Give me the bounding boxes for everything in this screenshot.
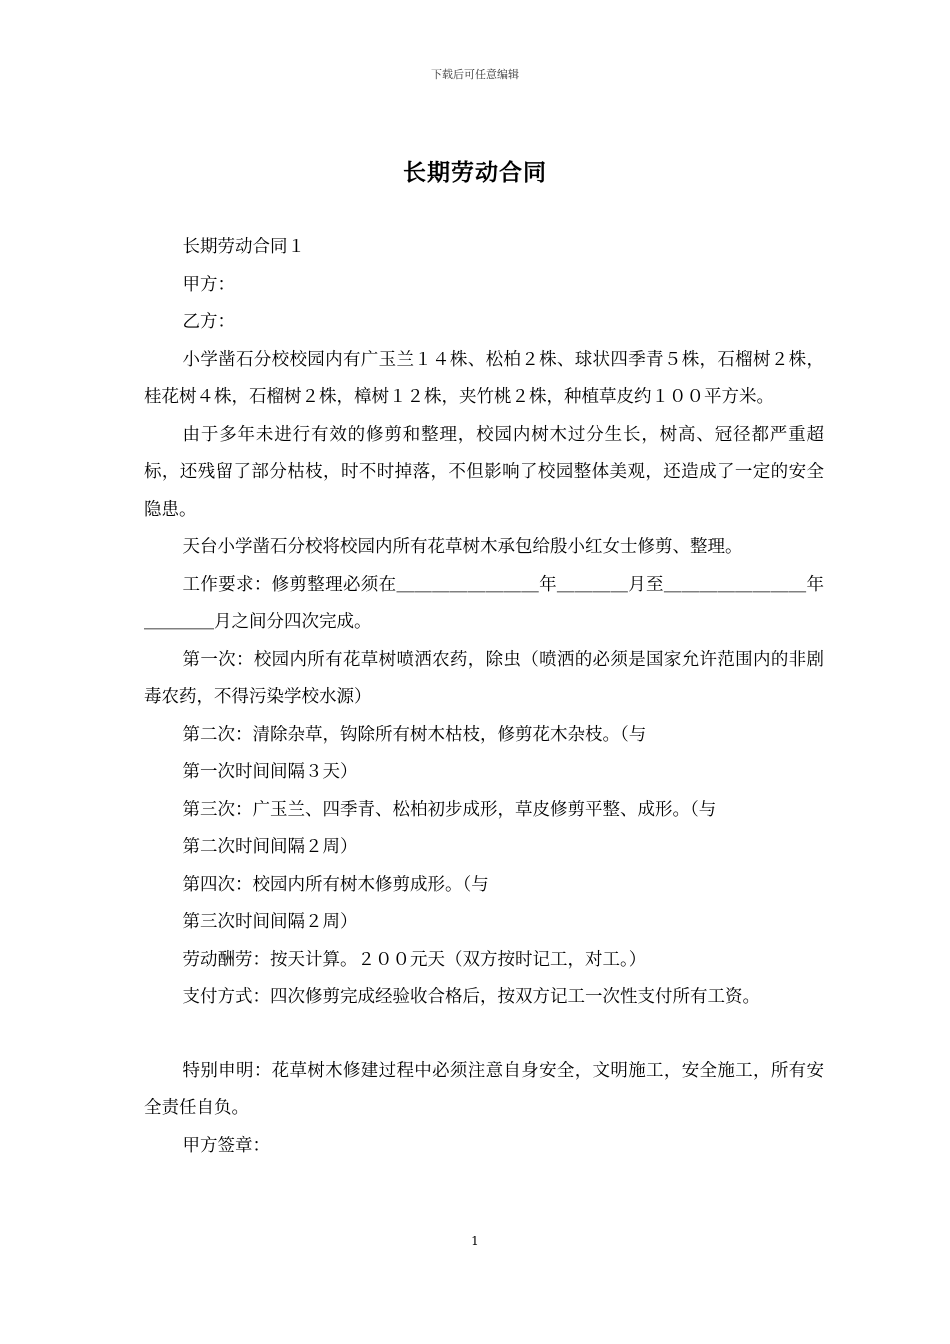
paragraph-pay: 劳动酬劳：按天计算。２００元天（双方按时记工，对工。） xyxy=(182,949,647,970)
paragraph-special-statement: 特别申明：花草树木修建过程中必须注意自身安全，文明施工，安全施工，所有安全责任自负。 xyxy=(144,1060,824,1118)
paragraph-party-a: 甲方： xyxy=(182,274,235,295)
paragraph-requirements: 工作要求：修剪整理必须在＿＿＿＿＿＿＿＿年＿＿＿＿月至＿＿＿＿＿＿＿＿年＿＿＿＿月之间分四次完成。 xyxy=(144,574,824,632)
paragraph-signature: 甲方签章： xyxy=(182,1135,270,1156)
blank-line xyxy=(144,1017,824,1053)
paragraph-second: 第二次：清除杂草，钩除所有树木枯枝，修剪花木杂枝。（与 xyxy=(182,724,647,745)
paragraph-third: 第三次：广玉兰、四季青、松柏初步成形，草皮修剪平整、成形。（与 xyxy=(182,799,717,820)
paragraph-third-interval: 第二次时间间隔２周） xyxy=(182,837,358,857)
paragraph-fourth: 第四次：校园内所有树木修剪成形。（与 xyxy=(182,874,489,895)
document-body xyxy=(144,229,824,1165)
header-note: 下载后可任意编辑 xyxy=(431,68,519,81)
paragraph-first: 第一次：校园内所有花草树喷洒农药，除虫（喷洒的必须是国家允许范围内的非剧毒农药，不得污染学校水源） xyxy=(144,649,824,707)
document-title: 长期劳动合同 xyxy=(403,159,547,186)
paragraph-second-interval: 第一次时间间隔３天） xyxy=(182,762,358,782)
paragraph-contract: 天台小学凿石分校将校园内所有花草树木承包给殷小红女士修剪、整理。 xyxy=(182,537,743,557)
page-number: 1 xyxy=(471,1234,479,1248)
paragraph-party-b: 乙方： xyxy=(182,312,235,332)
paragraph-heading: 长期劳动合同１ xyxy=(182,237,305,257)
paragraph-trees: 小学凿石分校校园内有广玉兰１４株、松柏２株、球状四季青５株，石榴树２株，桂花树４株，石榴树２株，樟树１２株，夹竹桃２株，种植草皮约１００平方米。 xyxy=(144,349,824,407)
paragraph-payment-method: 支付方式：四次修剪完成经验收合格后，按双方记工一次性支付所有工资。 xyxy=(182,987,760,1007)
paragraph-fourth-interval: 第三次时间间隔２周） xyxy=(182,912,358,932)
paragraph-reason: 由于多年未进行有效的修剪和整理，校园内树木过分生长，树高、冠径都严重超标，还残留了部分枯枝，时不时掉落，不但影响了校园整体美观，还造成了一定的安全隐患。 xyxy=(144,424,824,520)
